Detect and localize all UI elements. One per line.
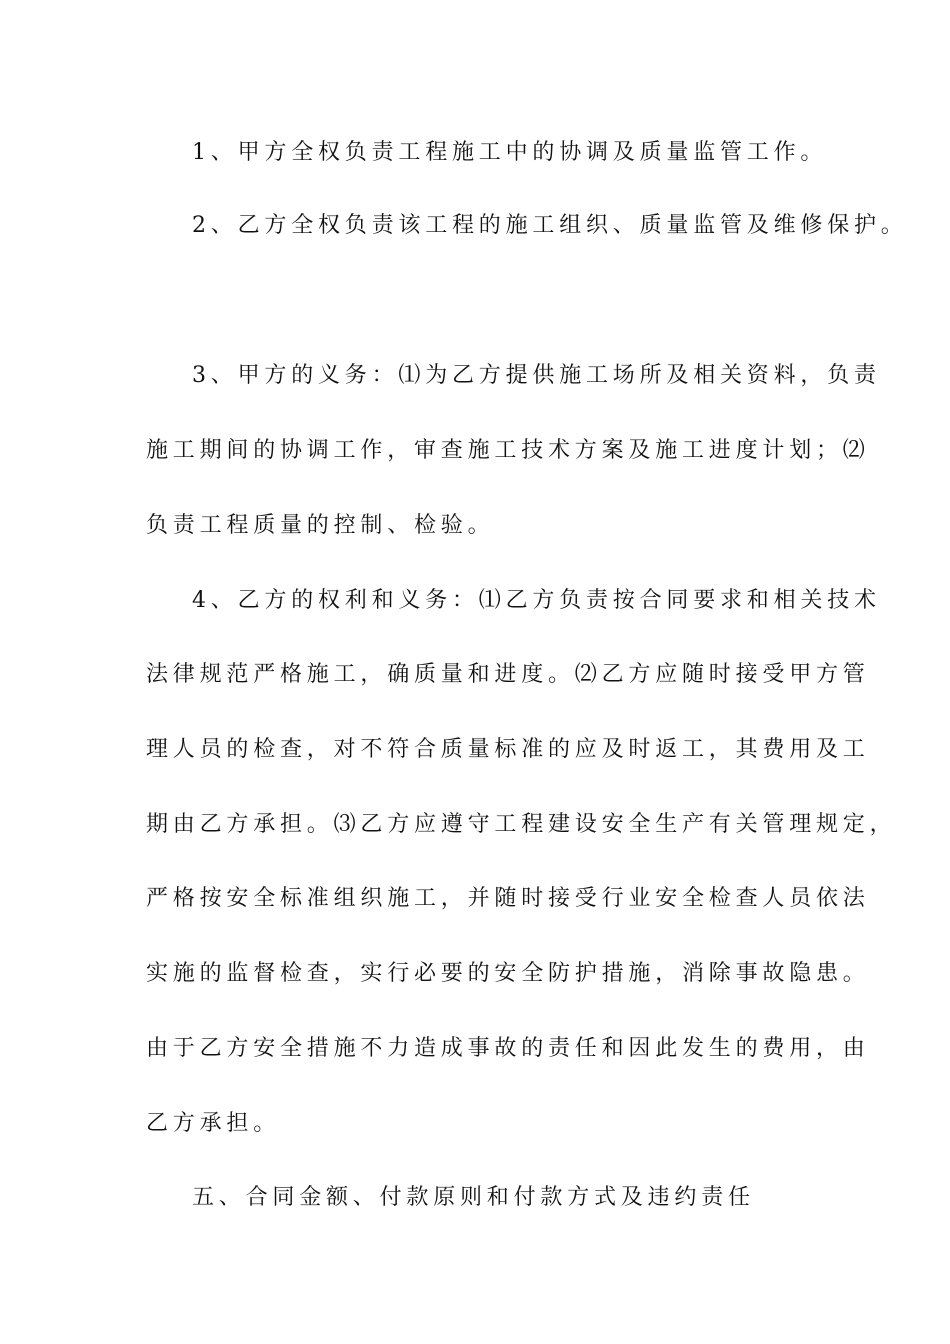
paragraph-line-3: 3、甲方的义务：⑴为乙方提供施工场所及相关资料，负责: [192, 363, 881, 388]
paragraph-line-5: 负责工程质量的控制、检验。: [146, 513, 495, 538]
paragraph-line-2: 2、乙方全权负责该工程的施工组织、质量监管及维修保护。: [192, 213, 908, 238]
paragraph-line-11: 实施的监督检查，实行必要的安全防护措施，消除事故隐患。: [146, 961, 870, 986]
paragraph-line-1: 1、甲方全权负责工程施工中的协调及质量监管工作。: [192, 140, 828, 165]
section-heading: 五、合同金额、付款原则和付款方式及违约责任: [192, 1185, 755, 1210]
paragraph-line-4: 施工期间的协调工作，审查施工技术方案及施工进度计划；⑵: [146, 438, 870, 463]
paragraph-line-10: 严格按安全标准组织施工，并随时接受行业安全检查人员依法: [146, 886, 870, 911]
paragraph-line-12: 由于乙方安全措施不力造成事故的责任和因此发生的费用，由: [146, 1036, 870, 1061]
paragraph-line-6: 4、乙方的权利和义务：⑴乙方负责按合同要求和相关技术: [192, 588, 881, 613]
paragraph-line-8: 理人员的检查，对不符合质量标准的应及时返工，其费用及工: [146, 737, 870, 762]
paragraph-line-9: 期由乙方承担。⑶乙方应遵守工程建设安全生产有关管理规定，: [146, 812, 897, 837]
paragraph-line-7: 法律规范严格施工，确质量和进度。⑵乙方应随时接受甲方管: [146, 662, 870, 687]
paragraph-line-13: 乙方承担。: [146, 1111, 281, 1136]
